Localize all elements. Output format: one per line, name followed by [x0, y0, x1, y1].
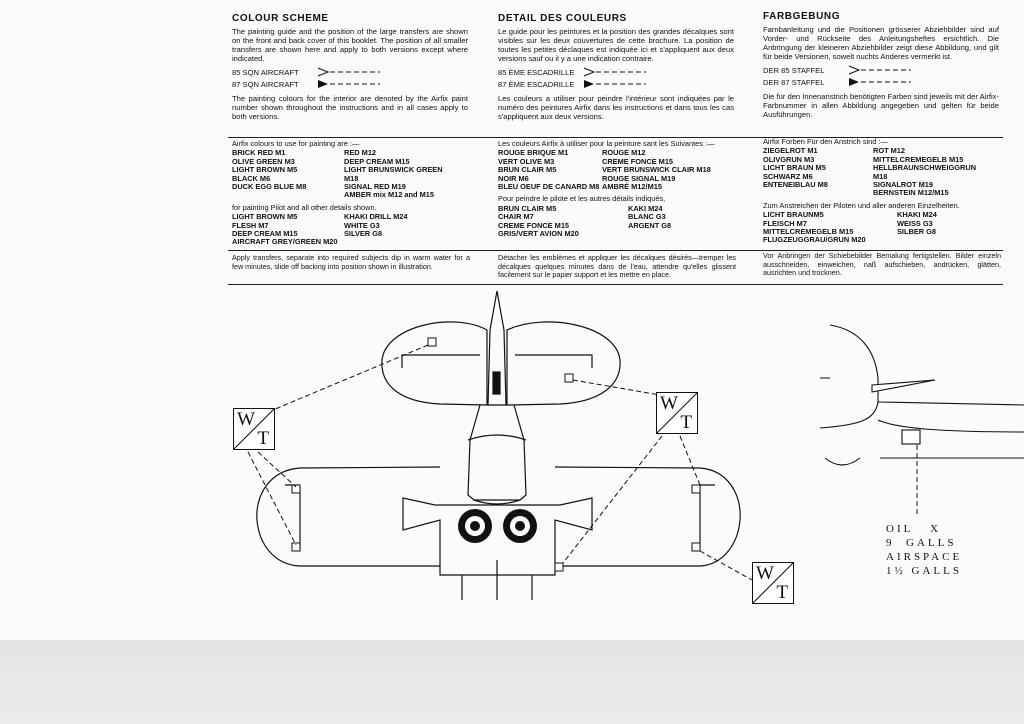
paint-grid [763, 147, 1003, 197]
paint-item [232, 191, 344, 199]
open-arrow-icon [847, 65, 913, 75]
english-interior: The painting colours for the interior are denoted by the Airfix paint number shown throughout the instructions and in all cases apply to both versions. [232, 94, 468, 121]
paint-item: MITTELCREMEGELB M15 [873, 154, 964, 164]
german-paint-list [763, 138, 1003, 245]
paint-item: BLACK M6 [232, 173, 271, 183]
badge-letter-t: T [257, 428, 269, 449]
badge-letter-w: W [756, 563, 774, 584]
english-aircraft-87 [232, 79, 468, 89]
decal-square [565, 374, 573, 382]
leader-line [248, 452, 296, 545]
elevator-line-left [402, 355, 480, 368]
nose [468, 435, 526, 504]
paint-item: ROT M12 [873, 146, 906, 156]
paint-item: DUCK EGG BLUE M8 [232, 182, 307, 192]
paint-item: SILVER G8 [344, 229, 383, 239]
paint-intro: Les couleurs Airfix à utiliser pour la peinture sant les Suivantes :— [498, 139, 715, 148]
aircraft-label: 85 ÈME ESCADRILLE [498, 67, 575, 77]
paint-item: BRUN CLAIR M5 [498, 203, 557, 213]
paint-item: RED M12 [344, 148, 377, 158]
filled-arrow-icon [316, 79, 382, 89]
paint-item: BERNSTEIN M12/M15 [873, 188, 949, 198]
paint-item: OLIVE GREEN M3 [232, 156, 295, 166]
german-interior: Die für den Innenanstrich benötigten Farben sind jeweils mit der Airfix-Farbnummer in allen Abbildung angegeben und gelten für beide Ausführungen. [763, 92, 999, 119]
paint-item: ARGENT G8 [628, 220, 672, 230]
aileron-right [700, 485, 715, 550]
paint-item: KAKI M24 [628, 203, 663, 213]
oil-line: 1½ GALLS [886, 565, 962, 577]
oil-line: AIRSPACE [886, 551, 963, 563]
side-exhaust [872, 380, 935, 392]
paint-item: BLEU OEUF DE CANARD M8 [498, 182, 600, 192]
decal-square [292, 485, 300, 493]
fin-decal [493, 372, 500, 394]
roundel-right-centre [515, 521, 525, 531]
paint-item: ENTENEIBLAU M8 [763, 180, 828, 190]
paint-item: MITTELCREMEGELB M15 [763, 227, 854, 237]
leader-line [573, 380, 660, 395]
open-arrow-icon [582, 67, 648, 77]
aircraft-label: 87 ÈME ESCADRILLE [498, 79, 575, 89]
side-intake [825, 458, 860, 465]
paint-item: DEEP CREAM M15 [232, 229, 298, 239]
french-intro: Le guide pour les peintures et la position des grandes décalques sont visibles sur les deux couvertures de cette brochure. La position de toutes les petites déclaques est indiquée ici et s'appliquent aux deux versions sauf ou il y a une indication contraire. [498, 27, 734, 63]
german-heading: FARBGEBUNG [763, 11, 841, 22]
english-apply-instructions: Apply transfers, separate into required subjects dip in warm water for a few minutes, slide off backing into position shown in illustration. [232, 253, 470, 271]
paint-item: ROUGE M12 [602, 148, 646, 158]
german-column [763, 12, 999, 119]
tailplane-right [507, 322, 620, 405]
french-apply-instructions: Détacher les emblèmes et appliquer les décalques désirés—tremper les décalques quelques minutes dans de l'eau, attendre qu'elles glissent facilement sur le papier support et les mettre en place. [498, 253, 736, 280]
oil-line: OIL X [886, 523, 942, 535]
paint-item: BLANC G3 [628, 212, 666, 222]
oil-capacity-note [886, 522, 962, 578]
german-aircraft-85 [763, 65, 999, 75]
roundel-left-centre [470, 521, 480, 531]
paint-item: NOIR M6 [498, 173, 529, 183]
english-aircraft-85 [232, 67, 468, 77]
fuselage [468, 405, 526, 500]
oil-line: 9 GALLS [886, 537, 957, 549]
paint-item: SIGNALROT M19 [873, 180, 933, 190]
paint-item: BRUN CLAIR M5 [498, 165, 557, 175]
decal-square [692, 485, 700, 493]
aircraft-label: DER 85 STAFFEL [763, 65, 825, 75]
badge-letter-w: W [237, 409, 255, 430]
badge-letter-t: T [680, 412, 692, 433]
paint-item: OLIVGRUN M3 [763, 154, 815, 164]
leader-line [680, 436, 700, 485]
badge-letter-w: W [660, 393, 678, 414]
french-paint-list [498, 140, 760, 238]
paint-item: CHAIR M7 [498, 212, 534, 222]
paint-item: LIGHT BRUNSWICK GREEN [344, 165, 443, 175]
paint-item: WEISS G3 [897, 218, 933, 228]
french-aircraft-85 [498, 67, 734, 77]
paint-item: SIGNAL RED M19 [344, 182, 406, 192]
pilot-grid [498, 205, 760, 230]
wt-badge-left [233, 408, 275, 450]
filled-arrow-icon [847, 77, 913, 87]
paint-item: KHAKI DRILL M24 [344, 212, 408, 222]
decal-square [555, 563, 563, 571]
decal-placement-diagram [0, 285, 1024, 615]
paint-item: LICHT BRAUNM5 [763, 210, 824, 220]
paint-item: HELLBRAUNSCHWEIGGRUN [873, 163, 977, 173]
paint-item: SILBER G8 [897, 227, 937, 237]
badge-letter-t: T [776, 582, 788, 603]
decal-square [692, 543, 700, 551]
wt-badge-bottom [752, 562, 794, 604]
paint-item: M18 [873, 171, 888, 181]
paint-item: ZIEGELROT M1 [763, 146, 818, 156]
french-interior: Les couleurs a utiliser pour peindre l'intérieur sont indiquées par le numéro des peintures Airfix dans les instructions et dans tous les cas s'appliquent aux deux versions. [498, 94, 734, 121]
tailplane-left [382, 322, 487, 405]
side-line [820, 378, 1024, 458]
pilot-intro: for painting Pilot and all other details shown. [232, 202, 377, 212]
paint-grid [232, 149, 492, 199]
french-heading: DETAIL DES COULEURS [498, 13, 627, 24]
paint-item: CREME FONCE M15 [602, 156, 674, 166]
side-cowling [820, 325, 878, 428]
german-intro: Farnbanleitung und die Positionen grösserer Abziehbilder sind auf Vorder- und Rückseite des Anleitungsheftes ersichtlich. Die Anbringung der kleineren Abziehbilder zeigt diese Abbildung, und gilt für beide Versionen, sowelt nuchts Anderes vermerkt ist. [763, 25, 999, 61]
english-column [232, 14, 468, 121]
paint-item: ROUGE BRIQUE M1 [498, 148, 569, 158]
paint-item: AMBER mix M12 and M15 [344, 190, 434, 200]
pilot-grid [232, 213, 492, 238]
paint-item: LIGHT BROWN M5 [232, 165, 298, 175]
aircraft-label: DER 87 STAFFEL [763, 77, 825, 87]
aileron-left [285, 485, 300, 550]
leader-line [563, 436, 662, 563]
wt-badge-right [656, 392, 698, 434]
paint-item: CREME FONCE M15 [498, 220, 570, 230]
paint-item: GRIS/VERT AVION M20 [498, 229, 579, 239]
wing-right [555, 467, 740, 566]
paint-intro: Airfix colours to use for painting are :— [232, 139, 360, 148]
paint-item: VERT OLIVE M3 [498, 156, 555, 166]
filled-arrow-icon [582, 79, 648, 89]
paint-item: LIGHT BROWN M5 [232, 212, 298, 222]
pilot-intro: Zum Anstreichen der Piloten und aller anderen Einzelheiten. [763, 200, 960, 210]
paint-item: WHITE G3 [344, 220, 380, 230]
oil-tank-decal [902, 430, 920, 444]
paint-item: VERT BRUNSWICK CLAIR M18 [602, 165, 711, 175]
paint-item: KHAKI M24 [897, 210, 937, 220]
german-aircraft-87 [763, 77, 999, 87]
paint-item: FLEISCH M7 [763, 218, 807, 228]
english-paint-list [232, 140, 492, 247]
french-aircraft-87 [498, 79, 734, 89]
english-intro: The painting guide and the position of the large transfers are shown on the front and back cover of this booklet. The position of all smaller transfers are shown here and apply to both versions except where indicated. [232, 27, 468, 63]
paint-item: FLUGZEUGGRAU/GRUN M20 [763, 235, 866, 245]
paint-item: AMBRÉ M12/M15 [602, 182, 662, 192]
paint-item: LICHT BRAUN M5 [763, 163, 826, 173]
english-heading: COLOUR SCHEME [232, 13, 329, 24]
french-column [498, 14, 734, 121]
pilot-intro: Pour peindre le pilote et les autres détails indiqués, [498, 194, 666, 204]
paint-grid [498, 149, 760, 191]
decal-square [292, 543, 300, 551]
paint-item: FLESH M7 [232, 220, 269, 230]
paint-item: DEEP CREAM M15 [344, 156, 410, 166]
decal-square [428, 338, 436, 346]
leader-line [268, 345, 428, 412]
paint-item: ROUGE SIGNAL M19 [602, 173, 676, 183]
paint-intro: Airfix Forben Für den Anstrich sind :— [763, 137, 888, 146]
paint-item [763, 189, 873, 197]
elevator-line-right [515, 355, 592, 368]
side-fuselage [878, 402, 1024, 432]
paint-item: M18 [344, 173, 359, 183]
aircraft-label: 87 SQN AIRCRAFT [232, 79, 299, 89]
german-apply-instructions: Vor Anbringen der Schiebebilder Bemalung fertigstellen. Bilder einzeln ausschneiden, einweichen, naß aufschieben, andrücken, glätten, ausrichten und trocknen. [763, 251, 1001, 278]
open-arrow-icon [316, 67, 382, 77]
scan-background [0, 640, 1024, 724]
paint-item: AIRCRAFT GREY/GREEN M20 [232, 237, 338, 247]
pilot-grid [763, 211, 1003, 236]
aircraft-label: 85 SQN AIRCRAFT [232, 67, 299, 77]
leader-line [700, 551, 752, 580]
wing-left [257, 467, 440, 566]
paint-item: SCHWARZ M6 [763, 171, 813, 181]
paint-item: BRICK RED M1 [232, 148, 286, 158]
